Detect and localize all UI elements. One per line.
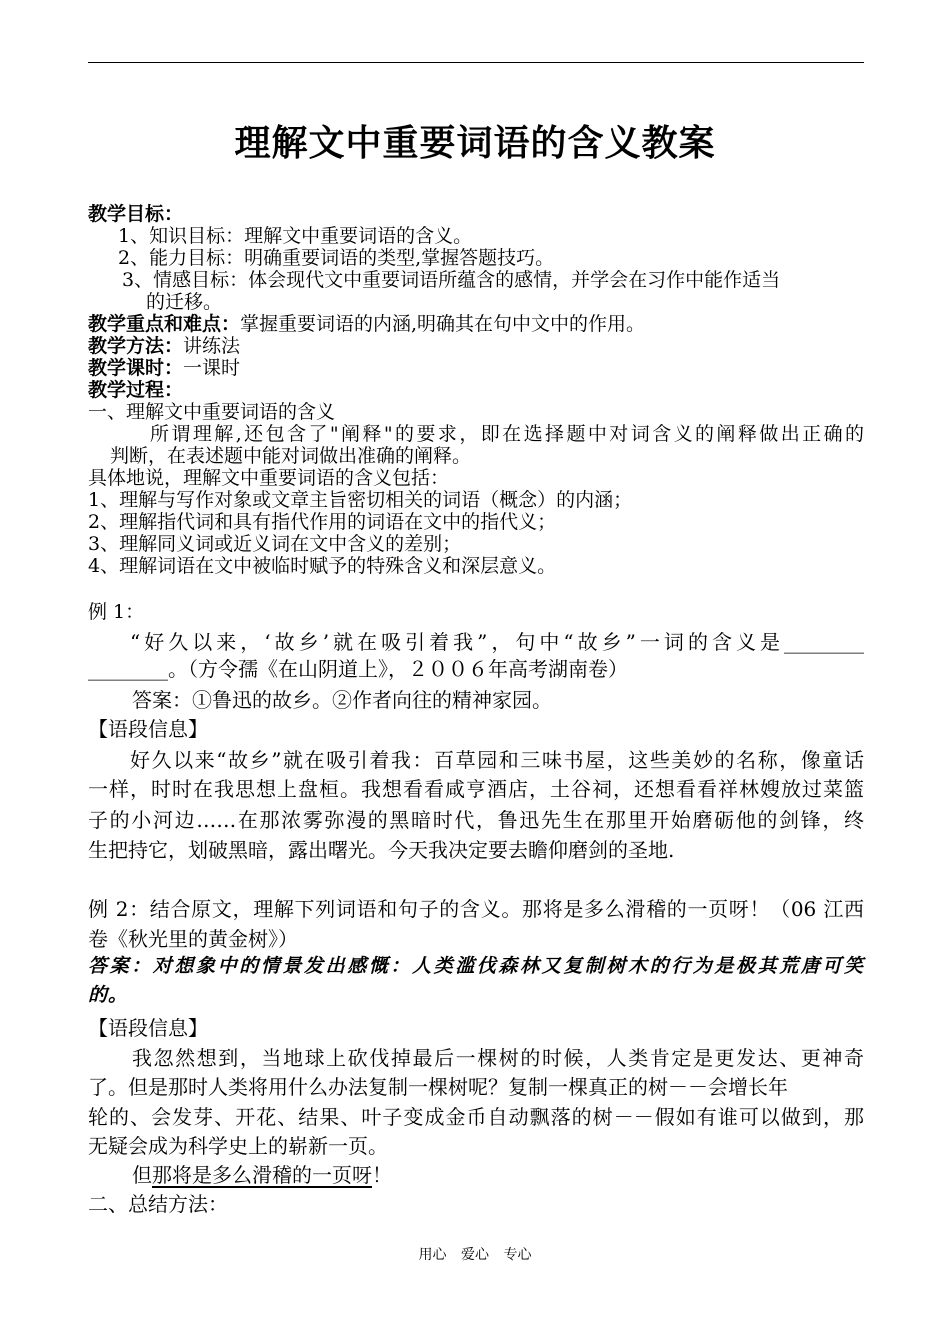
teaching-method (88, 336, 240, 357)
objective-item: 的迁移。 (146, 291, 223, 313)
info-line: 一样，时时在我思想上盘桓。我想看看咸亨酒店，土谷祠，还想看看祥林嫂放过菜篮 (88, 777, 864, 801)
page-title: 理解文中重要词语的含义教案 (234, 122, 716, 164)
objectives-heading: 教学目标： (88, 203, 184, 225)
example1-question: ________。（方令孺《在山阴道上》，２００６年高考湖南卷） (88, 657, 628, 681)
example1-answer: 答案：①鲁迅的故乡。②作者向往的精神家园。 (132, 688, 552, 712)
page-footer: 用心 爱心 专心 (418, 1247, 532, 1263)
objective-item: 3、情感目标：体会现代文中重要词语所蕴含的感情，并学会在习作中能作适当 (122, 269, 781, 291)
example2-question: 卷《秋光里的黄金树》） (88, 927, 298, 951)
info-line: 我忽然想到，当地球上砍伐掉最后一棵树的时候，人类肯定是更发达、更神奇 (132, 1046, 864, 1070)
example2-answer: 的。 (88, 984, 129, 1006)
process-heading: 教学过程： (88, 379, 184, 401)
header-rule (88, 62, 864, 63)
last-line-prefix: 但 (132, 1163, 152, 1187)
method-label: 教学方法： (88, 335, 184, 357)
example2-question: 例 2：结合原文，理解下列词语和句子的含义。那将是多么滑稽的一页呀！（06 江西 (88, 897, 864, 921)
section1-item: 4、理解词语在文中被临时赋予的特殊含义和深层意义。 (88, 555, 557, 577)
hours-label: 教学课时： (88, 357, 184, 379)
example1-question: “好久以来，‘故乡’就在吸引着我”，句中“故乡”一词的含义是________ (130, 630, 864, 654)
info-line: 轮的、会发芽、开花、结果、叶子变成金币自动飘落的树－－假如有谁可以做到，那 (88, 1105, 864, 1129)
info-line: 了。但是那时人类将用什么办法复制一棵树呢？复制一棵真正的树－－会增长年 (88, 1075, 788, 1099)
section1-para: 所谓理解,还包含了"阐释"的要求，即在选择题中对词含义的阐释做出正确的 (150, 423, 864, 445)
teaching-hours (88, 358, 240, 379)
section1-item: 3、理解同义词或近义词在文中含义的差别； (88, 533, 462, 555)
objective-item: 2、能力目标：明确重要词语的类型,掌握答题技巧。 (118, 247, 555, 269)
section1-intro: 具体地说，理解文中重要词语的含义包括： (88, 467, 450, 489)
key-points-text: 掌握重要词语的内涵,明确其在句中文中的作用。 (240, 313, 646, 335)
info-line: 无疑会成为科学史上的崭新一页。 (88, 1134, 388, 1158)
last-line-suffix: ！ (372, 1163, 392, 1187)
example2-answer: 答案：对想象中的情景发出感慨：人类滥伐森林又复制树木的行为是极其荒唐可笑 (88, 955, 864, 977)
info-line: 好久以来“故乡”就在吸引着我：百草园和三味书屋，这些美妙的名称，像童话 (130, 748, 864, 772)
key-points-label: 教学重点和难点： (88, 313, 241, 335)
info-heading: 【语段信息】 (88, 1016, 208, 1040)
section1-item: 1、理解与写作对象或文章主旨密切相关的词语（概念）的内涵； (88, 489, 633, 511)
section1-para: 判断，在表述题中能对词做出准确的阐释。 (110, 445, 472, 467)
hours-text: 一课时 (183, 357, 241, 379)
method-text: 讲练法 (183, 335, 241, 357)
example1-label: 例 1： (88, 601, 145, 623)
section1-heading: 一、理解文中重要词语的含义 (88, 401, 336, 423)
underlined-sentence: 那将是多么滑稽的一页呀 (152, 1163, 372, 1187)
example2-last-line (132, 1163, 392, 1187)
section1-item: 2、理解指代词和具有指代作用的词语在文中的指代义； (88, 511, 557, 533)
key-points (88, 314, 645, 335)
info-heading: 【语段信息】 (88, 717, 208, 741)
section2-heading: 二、总结方法： (88, 1192, 228, 1216)
info-line: 生把持它，划破黑暗，露出曙光。今天我决定要去瞻仰磨剑的圣地. (88, 838, 675, 862)
objective-item: 1、知识目标：理解文中重要词语的含义。 (118, 225, 473, 247)
info-line: 子的小河边……在那浓雾弥漫的黑暗时代，鲁迅先生在那里开始磨砺他的剑锋，终 (88, 808, 864, 832)
